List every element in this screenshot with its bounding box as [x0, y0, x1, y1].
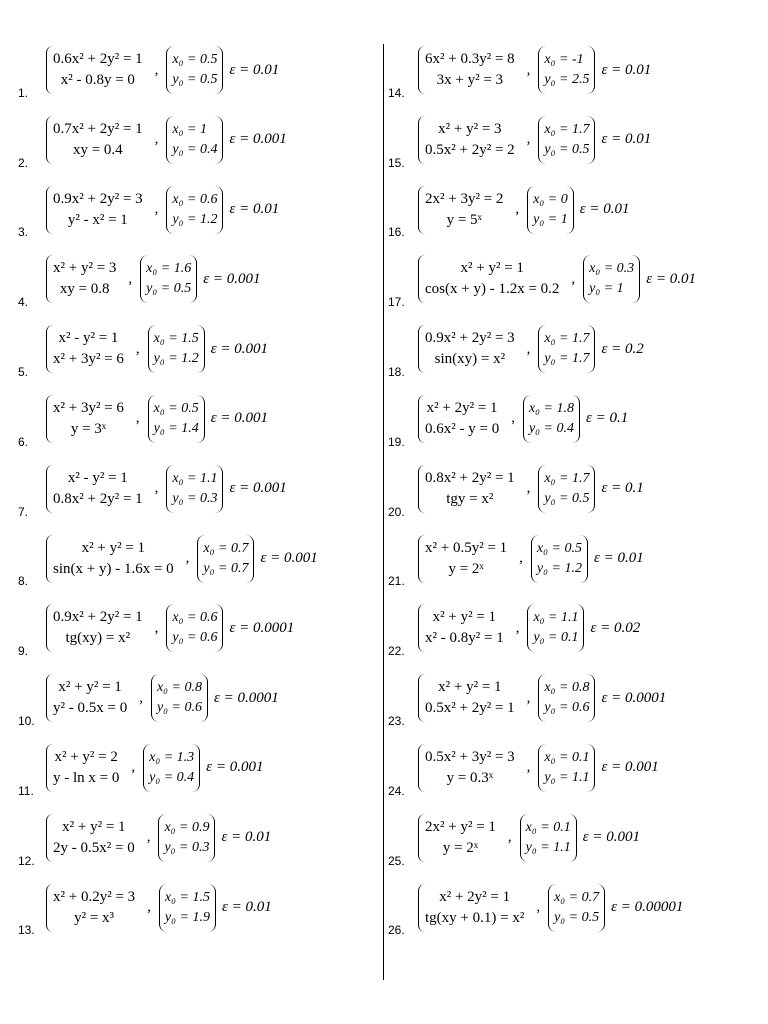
initial-y0: y₀ = 1.2 — [536, 560, 582, 576]
equation-system — [418, 325, 521, 373]
initial-y0: y₀ = 0.6 — [156, 700, 202, 716]
initial-approximation — [523, 395, 580, 443]
problem-number: 5. — [18, 364, 29, 379]
initial-y0: y₀ = 2.5 — [544, 72, 590, 87]
initial-x0: x₀ = -1 — [544, 52, 584, 67]
equation-2: y - ln x = 0 — [53, 769, 120, 786]
equation-2: 0.5x² + 2y² = 2 — [425, 141, 515, 158]
comma-separator: , — [135, 340, 140, 357]
initial-x0: x₀ = 1.8 — [528, 400, 574, 416]
comma-separator: , — [526, 480, 531, 497]
initial-y0: y₀ = 1.2 — [172, 211, 218, 227]
equation-system — [46, 255, 122, 303]
initial-y0: y₀ = 1 — [533, 211, 568, 227]
epsilon-tolerance: ε = 0.01 — [579, 201, 630, 218]
problem-content — [46, 323, 268, 375]
initial-approximation — [548, 884, 605, 932]
problem-item — [16, 180, 376, 250]
equation-1: 0.9x² + 2y² = 3 — [53, 190, 143, 207]
comma-separator: , — [526, 689, 531, 706]
equation-1: x² + 0.2y² = 3 — [53, 888, 136, 905]
problem-item — [388, 249, 748, 319]
initial-y0: y₀ = 0.6 — [544, 700, 590, 716]
equation-1: 6x² + 0.3y² = 8 — [425, 51, 515, 67]
initial-x0: x₀ = 0.9 — [164, 819, 210, 835]
problem-content — [46, 812, 271, 864]
problem-item — [388, 459, 748, 529]
initial-x0: x₀ = 1.7 — [544, 331, 590, 347]
problem-item — [388, 808, 748, 878]
epsilon-tolerance: ε = 0.0001 — [229, 619, 295, 636]
epsilon-tolerance: ε = 0.01 — [601, 61, 652, 78]
initial-approximation — [143, 744, 200, 792]
equation-system — [46, 46, 149, 94]
epsilon-tolerance: ε = 0.001 — [229, 131, 287, 148]
problem-item — [16, 878, 376, 948]
equation-system — [46, 674, 133, 722]
problem-number: 13. — [18, 923, 35, 938]
problem-number: 4. — [18, 295, 29, 310]
equation-2: y² = x³ — [74, 909, 115, 926]
problem-content — [46, 742, 263, 794]
initial-approximation — [520, 814, 577, 862]
epsilon-tolerance: ε = 0.001 — [229, 480, 287, 497]
comma-separator: , — [139, 689, 143, 706]
initial-y0: y₀ = 0.4 — [149, 769, 195, 785]
problem-item — [388, 738, 748, 808]
problem-number: 18. — [388, 364, 405, 379]
equation-1: x² + 0.5y² = 1 — [425, 539, 508, 556]
problem-number: 9. — [18, 644, 29, 659]
initial-x0: x₀ = 1.7 — [544, 121, 590, 137]
problem-content — [418, 742, 659, 794]
problem-number: 21. — [388, 574, 405, 589]
initial-x0: x₀ = 1.1 — [172, 470, 218, 486]
initial-x0: x₀ = 1.5 — [164, 889, 210, 905]
initial-x0: x₀ = 1.7 — [544, 470, 590, 486]
problem-item — [388, 180, 748, 250]
initial-approximation — [538, 46, 595, 94]
equation-2: tgy = x² — [446, 490, 494, 507]
comma-separator: , — [135, 410, 140, 427]
epsilon-tolerance: ε = 0.02 — [590, 619, 641, 636]
problem-content — [46, 393, 268, 445]
equation-2: y = 5ˣ — [446, 211, 482, 228]
equation-1: 0.8x² + 2y² = 1 — [425, 469, 515, 486]
problem-item — [388, 529, 748, 599]
epsilon-tolerance: ε = 0.2 — [601, 340, 644, 357]
equation-system — [418, 604, 510, 652]
initial-y0: y₀ = 1.9 — [164, 909, 210, 925]
initial-approximation — [527, 186, 574, 234]
problem-number: 12. — [18, 853, 35, 868]
problem-item — [16, 110, 376, 180]
equation-system — [46, 884, 141, 932]
initial-x0: x₀ = 0.5 — [536, 540, 582, 556]
equation-1: x² + 2y² = 1 — [426, 399, 498, 416]
initial-y0: y₀ = 0.5 — [544, 141, 590, 157]
epsilon-tolerance: ε = 0.001 — [210, 340, 268, 357]
comma-separator: , — [154, 619, 159, 636]
problem-item — [388, 878, 748, 948]
equation-system — [418, 674, 521, 722]
epsilon-tolerance: ε = 0.0001 — [601, 689, 667, 706]
comma-separator: , — [154, 201, 159, 218]
comma-separator: , — [128, 270, 133, 287]
comma-separator: , — [507, 829, 512, 846]
initial-x0: x₀ = 0 — [533, 191, 568, 207]
initial-approximation — [197, 535, 254, 583]
problem-content — [46, 533, 318, 585]
equation-1: x² + y² = 1 — [81, 539, 146, 556]
comma-separator: , — [515, 619, 520, 636]
problem-number: 1. — [18, 85, 29, 100]
equation-1: x² + y² = 1 — [62, 818, 126, 835]
initial-approximation — [538, 325, 595, 373]
equation-system — [46, 535, 180, 583]
equation-1: 2x² + y² = 1 — [425, 818, 496, 835]
problem-item — [16, 668, 376, 738]
problem-content — [418, 44, 651, 96]
equation-1: x² + y² = 1 — [432, 609, 497, 626]
equation-1: x² - y² = 1 — [58, 330, 119, 347]
equation-1: 0.6x² + 2y² = 1 — [53, 51, 143, 67]
equation-2: 0.8x² + 2y² = 1 — [53, 490, 143, 507]
equation-2: tg(xy) = x² — [65, 630, 131, 647]
equation-2: 0.6x² - y = 0 — [425, 420, 500, 437]
comma-separator: , — [526, 759, 531, 776]
equation-2: y = 2ˣ — [448, 560, 484, 577]
comma-separator: , — [511, 410, 515, 427]
problem-number: 7. — [18, 504, 29, 519]
problem-number: 16. — [388, 225, 405, 240]
equation-2: x² - 0.8y² = 1 — [425, 630, 504, 647]
equation-1: 0.9x² + 2y² = 1 — [53, 609, 143, 626]
epsilon-tolerance: ε = 0.01 — [229, 61, 280, 78]
equation-2: 3x + y² = 3 — [436, 72, 504, 88]
initial-x0: x₀ = 0.1 — [525, 819, 571, 835]
problem-item — [16, 529, 376, 599]
problem-item — [388, 319, 748, 389]
initial-y0: y₀ = 1.1 — [525, 839, 571, 855]
problem-content — [418, 393, 628, 445]
equation-2: tg(xy + 0.1) = x² — [425, 909, 525, 926]
equation-system — [46, 325, 130, 373]
comma-separator: , — [536, 899, 541, 916]
equation-2: y = 3ˣ — [70, 420, 107, 437]
initial-y0: y₀ = 0.5 — [544, 490, 590, 506]
problem-number: 3. — [18, 225, 29, 240]
equation-2: y = 0.3ˣ — [446, 769, 494, 786]
initial-y0: y₀ = 0.1 — [533, 630, 579, 646]
problem-content — [418, 463, 644, 515]
initial-approximation — [538, 116, 595, 164]
comma-separator: , — [526, 61, 531, 78]
initial-approximation — [140, 255, 197, 303]
comma-separator: , — [154, 61, 159, 78]
initial-approximation — [166, 116, 223, 164]
equation-system — [46, 116, 149, 164]
epsilon-tolerance: ε = 0.01 — [229, 201, 280, 218]
initial-y0: y₀ = 0.6 — [172, 630, 218, 646]
comma-separator: , — [146, 829, 151, 846]
initial-y0: y₀ = 1.1 — [544, 769, 590, 785]
initial-x0: x₀ = 0.7 — [554, 889, 600, 905]
initial-approximation — [148, 395, 205, 443]
epsilon-tolerance: ε = 0.1 — [585, 410, 629, 427]
epsilon-tolerance: ε = 0.01 — [646, 270, 696, 287]
equation-system — [418, 535, 513, 583]
epsilon-tolerance: ε = 0.01 — [601, 131, 652, 148]
equation-2: xy = 0.4 — [72, 141, 123, 158]
problem-number: 10. — [18, 713, 35, 728]
initial-y0: y₀ = 0.3 — [172, 490, 218, 506]
initial-approximation — [151, 674, 208, 722]
comma-separator: , — [147, 899, 151, 916]
problem-item — [16, 598, 376, 668]
equation-2: x² - 0.8y = 0 — [60, 72, 135, 88]
problem-number: 17. — [388, 295, 405, 310]
equation-1: x² + 2y² = 1 — [439, 888, 511, 905]
problem-item — [388, 110, 748, 180]
comma-separator: , — [519, 550, 523, 567]
epsilon-tolerance: ε = 0.0001 — [213, 689, 279, 706]
initial-approximation — [531, 535, 588, 583]
problem-number: 23. — [388, 713, 405, 728]
initial-x0: x₀ = 0.3 — [589, 261, 635, 277]
initial-x0: x₀ = 0.7 — [203, 540, 249, 556]
problem-number: 24. — [388, 783, 405, 798]
initial-approximation — [538, 465, 595, 513]
initial-approximation — [166, 186, 223, 234]
initial-x0: x₀ = 0.8 — [156, 680, 202, 696]
equation-system — [46, 395, 130, 443]
initial-y0: y₀ = 0.3 — [164, 839, 210, 855]
equation-system — [46, 744, 125, 792]
initial-y0: y₀ = 1.2 — [153, 351, 199, 367]
equation-1: x² + y² = 2 — [54, 748, 118, 765]
initial-y0: y₀ = 1.7 — [544, 351, 590, 367]
epsilon-tolerance: ε = 0.1 — [601, 480, 644, 497]
problem-number: 8. — [18, 574, 29, 589]
comma-separator: , — [154, 131, 159, 148]
initial-y0: y₀ = 0.7 — [203, 560, 249, 576]
equation-system — [46, 604, 149, 652]
comma-separator: , — [526, 340, 531, 357]
problem-content — [46, 184, 279, 236]
problem-number: 14. — [388, 85, 405, 100]
problem-content — [46, 114, 287, 166]
initial-approximation — [166, 465, 223, 513]
problem-content — [46, 253, 261, 305]
initial-approximation — [148, 325, 205, 373]
epsilon-tolerance: ε = 0.001 — [206, 759, 264, 776]
comma-separator: , — [526, 131, 531, 148]
equation-2: y = 2ˣ — [442, 839, 479, 856]
equation-1: x² + y² = 1 — [460, 260, 524, 277]
right-column — [388, 40, 748, 947]
problem-item — [16, 319, 376, 389]
problem-item — [388, 598, 748, 668]
initial-x0: x₀ = 0.5 — [172, 52, 218, 67]
problem-number: 6. — [18, 434, 29, 449]
epsilon-tolerance: ε = 0.001 — [582, 829, 640, 846]
problem-content — [46, 882, 272, 934]
initial-approximation — [159, 884, 216, 932]
equation-2: x² + 3y² = 6 — [53, 351, 124, 368]
problem-content — [418, 114, 651, 166]
initial-x0: x₀ = 1.6 — [146, 261, 192, 277]
comma-separator: , — [515, 201, 520, 218]
initial-approximation — [527, 604, 584, 652]
epsilon-tolerance: ε = 0.01 — [593, 550, 644, 567]
problem-item — [16, 808, 376, 878]
equation-1: 0.5x² + 3y² = 3 — [425, 748, 515, 765]
problem-item — [16, 389, 376, 459]
equation-system — [418, 814, 502, 862]
epsilon-tolerance: ε = 0.00001 — [611, 899, 684, 916]
equation-2: xy = 0.8 — [59, 281, 110, 298]
equation-1: 2x² + 3y² = 2 — [425, 190, 504, 207]
initial-y0: y₀ = 1.4 — [153, 420, 199, 436]
initial-y0: y₀ = 0.5 — [172, 72, 218, 87]
initial-x0: x₀ = 0.8 — [544, 680, 590, 696]
problem-number: 15. — [388, 155, 405, 170]
equation-2: 0.5x² + 2y² = 1 — [425, 700, 515, 717]
equation-1: x² + y² = 3 — [438, 120, 502, 137]
problem-content — [418, 602, 640, 654]
initial-x0: x₀ = 0.5 — [153, 400, 199, 416]
initial-approximation — [158, 814, 215, 862]
initial-x0: x₀ = 1.5 — [153, 331, 199, 347]
problem-number: 11. — [18, 783, 34, 798]
equation-system — [418, 46, 521, 94]
problem-content — [46, 672, 279, 724]
equation-system — [46, 465, 149, 513]
epsilon-tolerance: ε = 0.001 — [601, 759, 659, 776]
column-divider — [383, 44, 384, 980]
equation-system — [418, 884, 530, 932]
initial-approximation — [583, 255, 640, 303]
epsilon-tolerance: ε = 0.001 — [260, 550, 318, 567]
problem-item — [388, 40, 748, 110]
equation-1: x² + y² = 3 — [53, 260, 117, 277]
problem-content — [418, 184, 630, 236]
equation-1: x² - y² = 1 — [67, 469, 128, 486]
equation-system — [418, 744, 521, 792]
equation-system — [418, 186, 509, 234]
equation-system — [46, 186, 149, 234]
initial-y0: y₀ = 0.4 — [172, 141, 218, 157]
problem-number: 26. — [388, 923, 405, 938]
equation-1: 0.9x² + 2y² = 3 — [425, 330, 515, 347]
comma-separator: , — [571, 270, 576, 287]
equation-system — [46, 814, 141, 862]
problem-content — [418, 812, 640, 864]
equation-system — [418, 395, 505, 443]
problem-content — [46, 602, 294, 654]
problem-item — [388, 389, 748, 459]
equation-2: cos(x + y) - 1.2x = 0.2 — [425, 281, 560, 298]
initial-x0: x₀ = 1.3 — [149, 749, 195, 765]
equation-1: 0.7x² + 2y² = 1 — [53, 120, 143, 137]
left-column — [16, 40, 376, 947]
epsilon-tolerance: ε = 0.01 — [221, 899, 272, 916]
problem-number: 19. — [388, 434, 405, 449]
comma-separator: , — [154, 480, 159, 497]
problem-number: 2. — [18, 155, 29, 170]
initial-y0: y₀ = 0.4 — [528, 420, 574, 436]
equation-2: 2y - 0.5x² = 0 — [53, 839, 135, 856]
initial-y0: y₀ = 0.5 — [554, 909, 600, 925]
problem-number: 20. — [388, 504, 405, 519]
initial-approximation — [538, 744, 595, 792]
epsilon-tolerance: ε = 0.01 — [221, 829, 272, 846]
initial-x0: x₀ = 0.6 — [172, 191, 218, 207]
comma-separator: , — [185, 550, 190, 567]
equation-1: x² + y² = 1 — [58, 679, 122, 696]
problem-item — [16, 738, 376, 808]
initial-x0: x₀ = 0.1 — [544, 749, 590, 765]
problem-number: 25. — [388, 853, 405, 868]
initial-approximation — [538, 674, 595, 722]
problem-content — [418, 323, 644, 375]
initial-y0: y₀ = 1 — [589, 281, 624, 297]
equation-1: x² + 3y² = 6 — [53, 399, 124, 416]
equation-system — [418, 255, 565, 303]
problem-item — [388, 668, 748, 738]
problem-content — [418, 882, 683, 934]
problem-content — [418, 253, 696, 305]
problem-item — [16, 40, 376, 110]
initial-approximation — [166, 46, 223, 94]
initial-x0: x₀ = 1.1 — [533, 610, 579, 626]
equation-2: y² - x² = 1 — [67, 211, 128, 228]
equation-2: sin(x + y) - 1.6x = 0 — [53, 560, 174, 577]
epsilon-tolerance: ε = 0.001 — [210, 410, 268, 427]
epsilon-tolerance: ε = 0.001 — [203, 270, 261, 287]
problem-content — [46, 463, 287, 515]
equation-1: x² + y² = 1 — [438, 679, 502, 696]
initial-y0: y₀ = 0.5 — [146, 281, 192, 297]
problem-content — [46, 44, 279, 96]
equation-2: y² - 0.5x = 0 — [53, 700, 128, 717]
problem-number: 22. — [388, 644, 405, 659]
problem-item — [16, 459, 376, 529]
comma-separator: , — [131, 759, 136, 776]
problem-content — [418, 672, 666, 724]
equation-system — [418, 465, 521, 513]
problem-content — [418, 533, 644, 585]
problem-item — [16, 249, 376, 319]
initial-x0: x₀ = 1 — [172, 121, 207, 137]
equation-2: sin(xy) = x² — [434, 351, 506, 368]
equation-system — [418, 116, 521, 164]
initial-x0: x₀ = 0.6 — [172, 610, 218, 626]
initial-approximation — [166, 604, 223, 652]
